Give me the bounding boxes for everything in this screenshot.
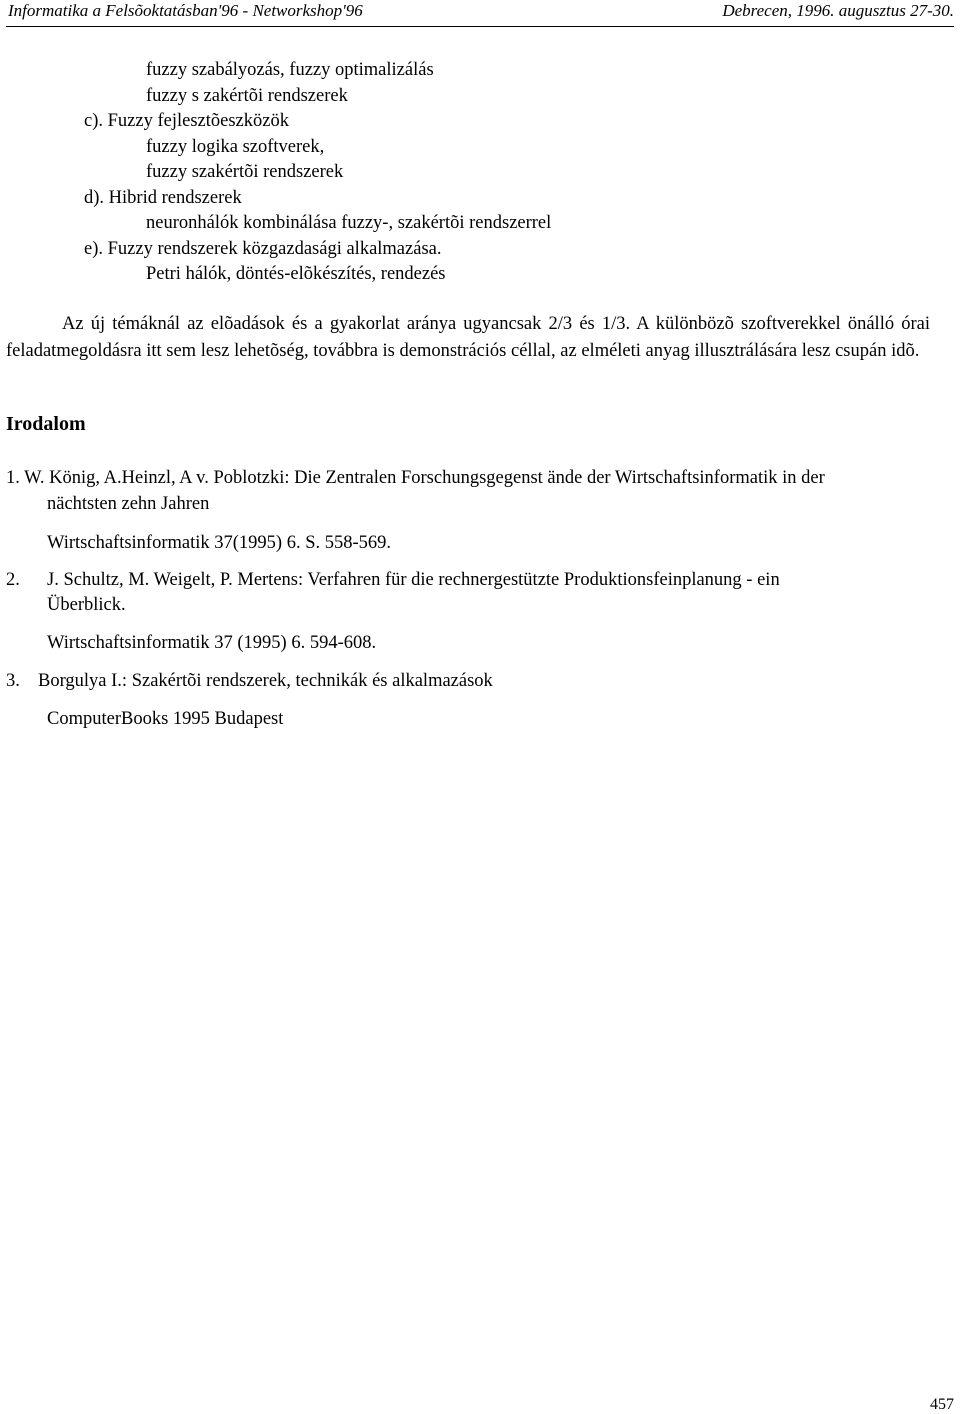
reference-3-number: 3. [6, 671, 20, 691]
body-paragraph-text: Az új témáknál az elõadások és a gyakorlat aránya ugyancsak 2/3 és 1/3. A különbözõ szoftverekkel önálló órai feladatmegoldásra itt sem lesz lehetõség, továbbra is demonstrációs céllal, az elméleti anyag illusztrálására lesz csupán idõ. [6, 314, 930, 361]
reference-2-line-2: Überblick. [47, 595, 126, 615]
body-paragraph [6, 311, 930, 365]
outline-item: fuzzy s zakértõi rendszerek [146, 86, 348, 106]
running-header [6, 0, 954, 27]
header-title: Informatika a Felsõoktatásban'96 - Networkshop'96 [8, 1, 363, 20]
outline-item: e). Fuzzy rendszerek közgazdasági alkalmazása. [84, 239, 442, 259]
outline-item: fuzzy szabályozás, fuzzy optimalizálás [146, 60, 434, 80]
page-number: 457 [930, 1396, 954, 1413]
outline-item: d). Hibrid rendszerek [84, 188, 242, 208]
reference-1-line-1: 1. W. König, A.Heinzl, A v. Poblotzki: Die Zentralen Forschungsgegenst ände der Wirtschaftsinformatik in der [6, 468, 825, 488]
reference-1-line-2: nächtsten zehn Jahren [47, 494, 210, 514]
outline-item: fuzzy logika szoftverek, [146, 137, 325, 157]
reference-2-source: Wirtschaftsinformatik 37 (1995) 6. 594-608. [47, 633, 377, 653]
outline-item: neuronhálók kombinálása fuzzy-, szakértõi rendszerrel [146, 213, 552, 233]
outline-item: Petri hálók, döntés-elõkészítés, rendezés [146, 264, 446, 284]
reference-2-number: 2. [6, 570, 20, 590]
header-date: Debrecen, 1996. augusztus 27-30. [722, 1, 954, 20]
section-heading: Irodalom [6, 413, 86, 435]
reference-3-line-1: Borgulya I.: Szakértõi rendszerek, technikák és alkalmazások [38, 671, 493, 691]
reference-2-line-1: J. Schultz, M. Weigelt, P. Mertens: Verfahren für die rechnergestützte Produktionsfeinplanung - ein [47, 570, 780, 590]
outline-item: c). Fuzzy fejlesztõeszközök [84, 111, 289, 131]
reference-3-source: ComputerBooks 1995 Budapest [47, 709, 284, 729]
outline-item: fuzzy szakértõi rendszerek [146, 162, 344, 182]
reference-1-source: Wirtschaftsinformatik 37(1995) 6. S. 558-569. [47, 533, 392, 553]
